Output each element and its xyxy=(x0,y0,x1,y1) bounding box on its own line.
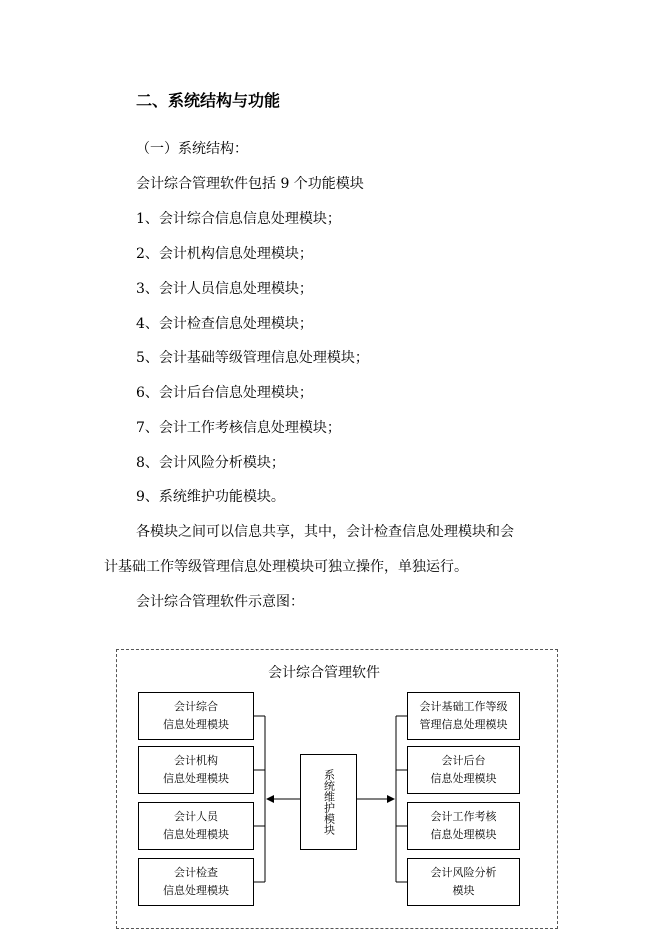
intro-line: 会计综合管理软件包括 9 个功能模块 xyxy=(136,176,364,192)
module-box-system-maintenance xyxy=(300,754,357,850)
module-item: 6、会计后台信息处理模块； xyxy=(136,385,313,401)
box-label: 系统维护模块 xyxy=(322,769,336,835)
box-label: 信息处理模块 xyxy=(163,772,229,785)
paragraph-line-1: 各模块之间可以信息共享，其中，会计检查信息处理模块和会 xyxy=(136,524,514,540)
box-label: 会计风险分析 xyxy=(430,866,497,879)
module-item: 8、会计风险分析模块； xyxy=(136,455,285,471)
box-label: 信息处理模块 xyxy=(163,718,229,731)
box-label: 会计检查 xyxy=(174,866,218,879)
box-label: 信息处理模块 xyxy=(430,828,497,841)
module-box-accounting-staff xyxy=(138,802,254,850)
module-box-work-assessment xyxy=(407,802,520,850)
module-box-accounting-general xyxy=(138,692,254,740)
box-label: 信息处理模块 xyxy=(163,828,229,841)
box-label: 会计机构 xyxy=(174,754,218,767)
box-label: 会计综合 xyxy=(174,700,218,713)
box-label: 会计工作考核 xyxy=(430,810,497,823)
module-item: 9、系统维护功能模块。 xyxy=(136,489,285,505)
module-item: 4、会计检查信息处理模块； xyxy=(136,316,313,332)
module-item: 2、会计机构信息处理模块； xyxy=(136,246,313,262)
module-item: 7、会计工作考核信息处理模块； xyxy=(136,420,341,436)
section-heading: 二、系统结构与功能 xyxy=(136,91,281,110)
box-label: 管理信息处理模块 xyxy=(419,718,508,731)
paragraph-line-2: 计基础工作等级管理信息处理模块可独立操作，单独运行。 xyxy=(104,559,468,575)
box-label: 信息处理模块 xyxy=(163,884,229,897)
module-box-accounting-org xyxy=(138,746,254,794)
subsection-title: （一）系统结构： xyxy=(136,141,248,157)
module-item: 1、会计综合信息信息处理模块； xyxy=(136,211,341,227)
box-label: 模块 xyxy=(452,884,475,897)
module-item: 5、会计基础等级管理信息处理模块； xyxy=(136,350,369,366)
module-item: 3、会计人员信息处理模块； xyxy=(136,281,313,297)
box-label: 会计基础工作等级 xyxy=(419,700,508,713)
module-box-risk-analysis xyxy=(407,858,520,906)
diagram-caption: 会计综合管理软件示意图： xyxy=(136,594,304,610)
module-box-basic-grade xyxy=(407,692,520,740)
box-label: 会计后台 xyxy=(441,754,486,767)
box-label: 会计人员 xyxy=(174,810,218,823)
box-label: 信息处理模块 xyxy=(430,772,497,785)
module-box-accounting-check xyxy=(138,858,254,906)
diagram-title: 会计综合管理软件 xyxy=(268,665,380,681)
module-box-backend xyxy=(407,746,520,794)
